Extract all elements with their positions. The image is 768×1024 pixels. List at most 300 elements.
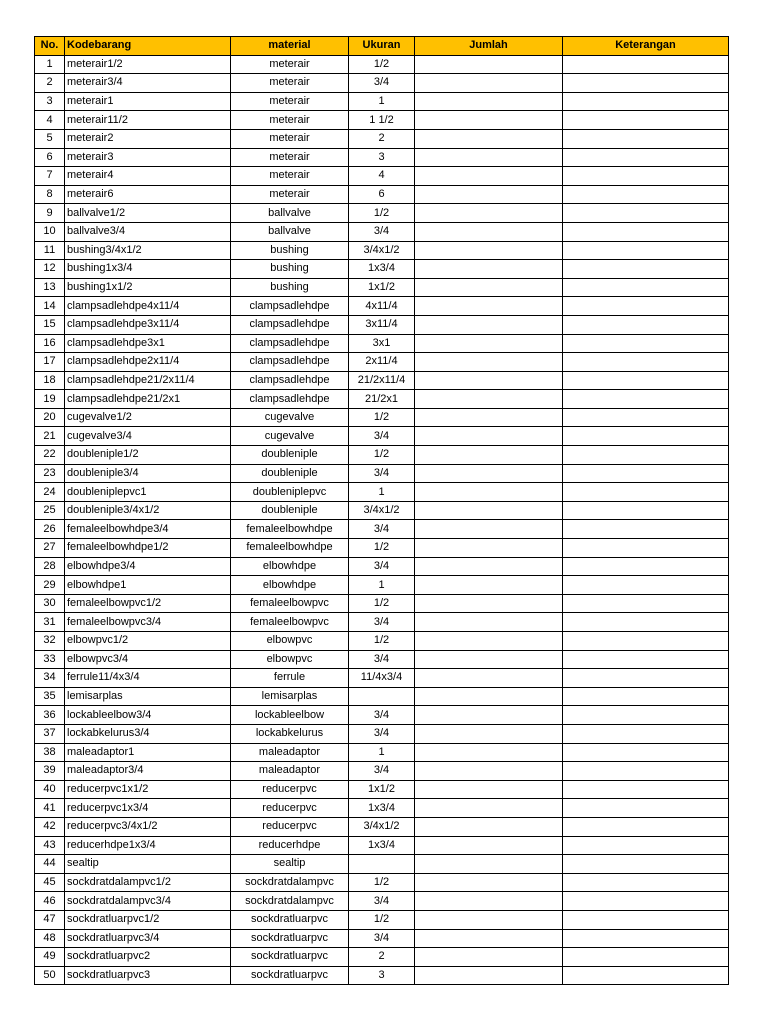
cell-kodebarang: maleadaptor1 <box>65 743 231 762</box>
cell-keterangan <box>563 780 729 799</box>
cell-keterangan <box>563 334 729 353</box>
cell-ukuran: 1/2 <box>349 446 415 465</box>
table-row <box>35 669 729 688</box>
cell-no: 20 <box>35 408 65 427</box>
cell-material: clampsadlehdpe <box>231 297 349 316</box>
table-row <box>35 706 729 725</box>
cell-ukuran: 21/2x11/4 <box>349 371 415 390</box>
cell-material: sealtip <box>231 855 349 874</box>
cell-material: meterair <box>231 55 349 74</box>
cell-jumlah <box>415 427 563 446</box>
cell-ukuran: 1 <box>349 483 415 502</box>
cell-no: 46 <box>35 892 65 911</box>
cell-jumlah <box>415 167 563 186</box>
table-row <box>35 855 729 874</box>
table-row <box>35 92 729 111</box>
cell-material: elbowhdpe <box>231 576 349 595</box>
cell-material: meterair <box>231 185 349 204</box>
cell-material: doubleniple <box>231 464 349 483</box>
cell-ukuran: 21/2x1 <box>349 390 415 409</box>
cell-kodebarang: doubleniple3/4 <box>65 464 231 483</box>
cell-no: 3 <box>35 92 65 111</box>
cell-jumlah <box>415 353 563 372</box>
cell-no: 6 <box>35 148 65 167</box>
cell-no: 24 <box>35 483 65 502</box>
table-row <box>35 371 729 390</box>
cell-ukuran: 1/2 <box>349 594 415 613</box>
cell-jumlah <box>415 222 563 241</box>
cell-kodebarang: clampsadlehdpe21/2x1 <box>65 390 231 409</box>
table-row <box>35 222 729 241</box>
cell-ukuran: 1 <box>349 92 415 111</box>
cell-no: 15 <box>35 315 65 334</box>
cell-jumlah <box>415 743 563 762</box>
table-row <box>35 111 729 130</box>
cell-ukuran: 1/2 <box>349 873 415 892</box>
table-row <box>35 74 729 93</box>
cell-jumlah <box>415 948 563 967</box>
cell-keterangan <box>563 408 729 427</box>
cell-jumlah <box>415 483 563 502</box>
cell-no: 32 <box>35 632 65 651</box>
cell-kodebarang: clampsadlehdpe3x11/4 <box>65 315 231 334</box>
cell-keterangan <box>563 185 729 204</box>
cell-ukuran: 1/2 <box>349 55 415 74</box>
cell-keterangan <box>563 390 729 409</box>
cell-keterangan <box>563 687 729 706</box>
cell-kodebarang: ballvalve3/4 <box>65 222 231 241</box>
cell-kodebarang: cugevalve3/4 <box>65 427 231 446</box>
cell-keterangan <box>563 594 729 613</box>
cell-no: 26 <box>35 520 65 539</box>
cell-kodebarang: meterair1 <box>65 92 231 111</box>
cell-material: bushing <box>231 241 349 260</box>
cell-jumlah <box>415 706 563 725</box>
cell-ukuran: 3/4 <box>349 724 415 743</box>
cell-jumlah <box>415 92 563 111</box>
cell-material: sockdratluarpvc <box>231 966 349 985</box>
cell-jumlah <box>415 111 563 130</box>
cell-keterangan <box>563 74 729 93</box>
cell-no: 12 <box>35 260 65 279</box>
cell-material: meterair <box>231 129 349 148</box>
cell-material: sockdratluarpvc <box>231 948 349 967</box>
cell-jumlah <box>415 855 563 874</box>
cell-kodebarang: elbowpvc1/2 <box>65 632 231 651</box>
cell-ukuran: 3/4 <box>349 613 415 632</box>
table-row <box>35 613 729 632</box>
cell-no: 37 <box>35 724 65 743</box>
cell-material: meterair <box>231 111 349 130</box>
table-row <box>35 724 729 743</box>
cell-ukuran: 4 <box>349 167 415 186</box>
cell-jumlah <box>415 576 563 595</box>
cell-kodebarang: femaleelbowpvc3/4 <box>65 613 231 632</box>
cell-keterangan <box>563 892 729 911</box>
cell-kodebarang: elbowhdpe1 <box>65 576 231 595</box>
cell-jumlah <box>415 669 563 688</box>
cell-jumlah <box>415 148 563 167</box>
cell-material: lemisarplas <box>231 687 349 706</box>
cell-material: reducerpvc <box>231 799 349 818</box>
cell-kodebarang: sockdratluarpvc2 <box>65 948 231 967</box>
cell-no: 33 <box>35 650 65 669</box>
cell-jumlah <box>415 929 563 948</box>
table-row <box>35 427 729 446</box>
cell-kodebarang: elbowhdpe3/4 <box>65 557 231 576</box>
cell-kodebarang: sockdratluarpvc3 <box>65 966 231 985</box>
cell-ukuran: 1/2 <box>349 204 415 223</box>
cell-no: 22 <box>35 446 65 465</box>
cell-keterangan <box>563 743 729 762</box>
cell-material: clampsadlehdpe <box>231 371 349 390</box>
cell-kodebarang: femaleelbowhdpe1/2 <box>65 539 231 558</box>
cell-kodebarang: femaleelbowpvc1/2 <box>65 594 231 613</box>
cell-no: 4 <box>35 111 65 130</box>
table-body <box>35 55 729 985</box>
cell-keterangan <box>563 260 729 279</box>
cell-material: sockdratluarpvc <box>231 929 349 948</box>
cell-ukuran: 4x11/4 <box>349 297 415 316</box>
cell-keterangan <box>563 483 729 502</box>
cell-no: 49 <box>35 948 65 967</box>
cell-jumlah <box>415 520 563 539</box>
cell-ukuran: 3/4 <box>349 929 415 948</box>
cell-no: 18 <box>35 371 65 390</box>
cell-kodebarang: bushing1x3/4 <box>65 260 231 279</box>
cell-kodebarang: meterair11/2 <box>65 111 231 130</box>
cell-keterangan <box>563 724 729 743</box>
cell-material: meterair <box>231 92 349 111</box>
cell-no: 11 <box>35 241 65 260</box>
cell-jumlah <box>415 910 563 929</box>
table-row <box>35 260 729 279</box>
cell-material: maleadaptor <box>231 743 349 762</box>
table-row <box>35 278 729 297</box>
cell-keterangan <box>563 855 729 874</box>
cell-keterangan <box>563 111 729 130</box>
table-row <box>35 446 729 465</box>
cell-jumlah <box>415 297 563 316</box>
cell-jumlah <box>415 390 563 409</box>
cell-jumlah <box>415 315 563 334</box>
table-row <box>35 948 729 967</box>
cell-kodebarang: clampsadlehdpe2x11/4 <box>65 353 231 372</box>
cell-jumlah <box>415 966 563 985</box>
cell-keterangan <box>563 650 729 669</box>
cell-jumlah <box>415 817 563 836</box>
cell-ukuran: 3/4 <box>349 892 415 911</box>
cell-no: 35 <box>35 687 65 706</box>
table-header <box>35 37 729 56</box>
cell-no: 45 <box>35 873 65 892</box>
cell-jumlah <box>415 260 563 279</box>
cell-ukuran: 1 1/2 <box>349 111 415 130</box>
cell-ukuran: 1x3/4 <box>349 799 415 818</box>
table-row <box>35 743 729 762</box>
cell-material: reducerpvc <box>231 817 349 836</box>
table-row <box>35 315 729 334</box>
cell-ukuran: 6 <box>349 185 415 204</box>
cell-keterangan <box>563 576 729 595</box>
cell-keterangan <box>563 966 729 985</box>
cell-kodebarang: sockdratluarpvc3/4 <box>65 929 231 948</box>
cell-ukuran: 3/4 <box>349 464 415 483</box>
cell-kodebarang: sockdratdalampvc1/2 <box>65 873 231 892</box>
cell-keterangan <box>563 92 729 111</box>
table-row <box>35 539 729 558</box>
cell-kodebarang: ferrule11/4x3/4 <box>65 669 231 688</box>
cell-no: 36 <box>35 706 65 725</box>
cell-material: elbowpvc <box>231 632 349 651</box>
cell-jumlah <box>415 687 563 706</box>
table-row <box>35 185 729 204</box>
cell-no: 8 <box>35 185 65 204</box>
cell-ukuran: 2 <box>349 948 415 967</box>
table-row <box>35 650 729 669</box>
cell-keterangan <box>563 371 729 390</box>
table-row <box>35 55 729 74</box>
cell-keterangan <box>563 669 729 688</box>
table-row <box>35 929 729 948</box>
cell-keterangan <box>563 817 729 836</box>
cell-material: cugevalve <box>231 408 349 427</box>
cell-material: reducerpvc <box>231 780 349 799</box>
cell-ukuran: 3/4x1/2 <box>349 241 415 260</box>
cell-ukuran: 1x3/4 <box>349 260 415 279</box>
cell-kodebarang: femaleelbowhdpe3/4 <box>65 520 231 539</box>
cell-ukuran: 1x1/2 <box>349 278 415 297</box>
table-row <box>35 576 729 595</box>
cell-jumlah <box>415 371 563 390</box>
cell-no: 19 <box>35 390 65 409</box>
cell-keterangan <box>563 799 729 818</box>
cell-no: 16 <box>35 334 65 353</box>
cell-no: 39 <box>35 762 65 781</box>
cell-ukuran: 2x11/4 <box>349 353 415 372</box>
table-row <box>35 557 729 576</box>
cell-ukuran: 1x3/4 <box>349 836 415 855</box>
cell-kodebarang: reducerhdpe1x3/4 <box>65 836 231 855</box>
cell-material: maleadaptor <box>231 762 349 781</box>
cell-kodebarang: lemisarplas <box>65 687 231 706</box>
cell-material: sockdratdalampvc <box>231 892 349 911</box>
cell-keterangan <box>563 427 729 446</box>
cell-jumlah <box>415 780 563 799</box>
table-row <box>35 167 729 186</box>
cell-material: lockabkelurus <box>231 724 349 743</box>
table-row <box>35 892 729 911</box>
cell-keterangan <box>563 632 729 651</box>
cell-jumlah <box>415 613 563 632</box>
cell-ukuran: 3/4 <box>349 557 415 576</box>
cell-no: 28 <box>35 557 65 576</box>
table-row <box>35 762 729 781</box>
table-row <box>35 817 729 836</box>
header-material: material <box>231 37 349 56</box>
cell-keterangan <box>563 222 729 241</box>
cell-kodebarang: sockdratluarpvc1/2 <box>65 910 231 929</box>
cell-kodebarang: maleadaptor3/4 <box>65 762 231 781</box>
cell-jumlah <box>415 204 563 223</box>
cell-ukuran: 1/2 <box>349 408 415 427</box>
cell-no: 1 <box>35 55 65 74</box>
cell-no: 48 <box>35 929 65 948</box>
cell-no: 14 <box>35 297 65 316</box>
cell-material: lockableelbow <box>231 706 349 725</box>
cell-ukuran: 3/4 <box>349 762 415 781</box>
cell-kodebarang: reducerpvc3/4x1/2 <box>65 817 231 836</box>
cell-keterangan <box>563 464 729 483</box>
cell-ukuran: 3x11/4 <box>349 315 415 334</box>
cell-keterangan <box>563 948 729 967</box>
table-row <box>35 353 729 372</box>
cell-no: 31 <box>35 613 65 632</box>
table-row <box>35 780 729 799</box>
cell-ukuran: 3/4 <box>349 74 415 93</box>
cell-keterangan <box>563 241 729 260</box>
cell-kodebarang: cugevalve1/2 <box>65 408 231 427</box>
cell-ukuran: 1 <box>349 743 415 762</box>
cell-kodebarang: meterair1/2 <box>65 55 231 74</box>
cell-material: bushing <box>231 278 349 297</box>
cell-no: 5 <box>35 129 65 148</box>
cell-jumlah <box>415 464 563 483</box>
cell-no: 34 <box>35 669 65 688</box>
table-row <box>35 687 729 706</box>
cell-material: ballvalve <box>231 222 349 241</box>
cell-kodebarang: sockdratdalampvc3/4 <box>65 892 231 911</box>
cell-kodebarang: bushing3/4x1/2 <box>65 241 231 260</box>
cell-kodebarang: clampsadlehdpe3x1 <box>65 334 231 353</box>
cell-material: bushing <box>231 260 349 279</box>
cell-jumlah <box>415 799 563 818</box>
cell-material: sockdratluarpvc <box>231 910 349 929</box>
header-no: No. <box>35 37 65 56</box>
cell-keterangan <box>563 539 729 558</box>
cell-material: reducerhdpe <box>231 836 349 855</box>
cell-ukuran: 3/4 <box>349 222 415 241</box>
cell-jumlah <box>415 55 563 74</box>
cell-kodebarang: meterair3 <box>65 148 231 167</box>
cell-ukuran: 11/4x3/4 <box>349 669 415 688</box>
cell-material: clampsadlehdpe <box>231 390 349 409</box>
cell-jumlah <box>415 539 563 558</box>
cell-kodebarang: doubleniple3/4x1/2 <box>65 501 231 520</box>
cell-material: cugevalve <box>231 427 349 446</box>
cell-jumlah <box>415 501 563 520</box>
cell-keterangan <box>563 501 729 520</box>
cell-kodebarang: lockabkelurus3/4 <box>65 724 231 743</box>
cell-material: elbowpvc <box>231 650 349 669</box>
cell-material: doubleniple <box>231 501 349 520</box>
cell-keterangan <box>563 204 729 223</box>
cell-ukuran: 1/2 <box>349 539 415 558</box>
cell-material: meterair <box>231 167 349 186</box>
table-row <box>35 910 729 929</box>
cell-keterangan <box>563 167 729 186</box>
cell-material: elbowhdpe <box>231 557 349 576</box>
cell-kodebarang: lockableelbow3/4 <box>65 706 231 725</box>
table-row <box>35 148 729 167</box>
cell-jumlah <box>415 334 563 353</box>
cell-no: 2 <box>35 74 65 93</box>
table-row <box>35 520 729 539</box>
cell-material: femaleelbowpvc <box>231 594 349 613</box>
table-row <box>35 241 729 260</box>
cell-jumlah <box>415 241 563 260</box>
cell-keterangan <box>563 148 729 167</box>
cell-jumlah <box>415 762 563 781</box>
cell-keterangan <box>563 129 729 148</box>
cell-ukuran: 3/4 <box>349 427 415 446</box>
cell-jumlah <box>415 557 563 576</box>
header-ukuran: Ukuran <box>349 37 415 56</box>
cell-keterangan <box>563 836 729 855</box>
cell-kodebarang: doubleniplepvc1 <box>65 483 231 502</box>
cell-kodebarang: clampsadlehdpe21/2x11/4 <box>65 371 231 390</box>
cell-keterangan <box>563 762 729 781</box>
cell-keterangan <box>563 873 729 892</box>
cell-no: 23 <box>35 464 65 483</box>
cell-ukuran: 3/4 <box>349 520 415 539</box>
cell-ukuran: 3 <box>349 148 415 167</box>
header-row <box>35 37 729 56</box>
cell-kodebarang: meterair2 <box>65 129 231 148</box>
table-row <box>35 334 729 353</box>
cell-no: 10 <box>35 222 65 241</box>
cell-kodebarang: bushing1x1/2 <box>65 278 231 297</box>
cell-material: femaleelbowhdpe <box>231 539 349 558</box>
cell-no: 7 <box>35 167 65 186</box>
cell-jumlah <box>415 278 563 297</box>
table-row <box>35 464 729 483</box>
cell-no: 21 <box>35 427 65 446</box>
cell-keterangan <box>563 706 729 725</box>
table-row <box>35 390 729 409</box>
cell-ukuran: 3x1 <box>349 334 415 353</box>
cell-no: 25 <box>35 501 65 520</box>
header-keterangan: Keterangan <box>563 37 729 56</box>
cell-no: 50 <box>35 966 65 985</box>
table-row <box>35 836 729 855</box>
cell-no: 9 <box>35 204 65 223</box>
table-row <box>35 408 729 427</box>
cell-ukuran: 3/4x1/2 <box>349 817 415 836</box>
table-row <box>35 129 729 148</box>
cell-keterangan <box>563 297 729 316</box>
cell-no: 47 <box>35 910 65 929</box>
cell-material: femaleelbowpvc <box>231 613 349 632</box>
cell-material: clampsadlehdpe <box>231 353 349 372</box>
cell-material: femaleelbowhdpe <box>231 520 349 539</box>
inventory-table <box>34 36 729 985</box>
cell-keterangan <box>563 929 729 948</box>
cell-jumlah <box>415 185 563 204</box>
cell-material: ferrule <box>231 669 349 688</box>
cell-kodebarang: meterair4 <box>65 167 231 186</box>
cell-jumlah <box>415 892 563 911</box>
header-kodebarang: Kodebarang <box>65 37 231 56</box>
cell-ukuran: 3/4x1/2 <box>349 501 415 520</box>
cell-no: 42 <box>35 817 65 836</box>
cell-no: 41 <box>35 799 65 818</box>
cell-jumlah <box>415 724 563 743</box>
cell-keterangan <box>563 446 729 465</box>
cell-kodebarang: meterair6 <box>65 185 231 204</box>
table-row <box>35 483 729 502</box>
table-row <box>35 501 729 520</box>
